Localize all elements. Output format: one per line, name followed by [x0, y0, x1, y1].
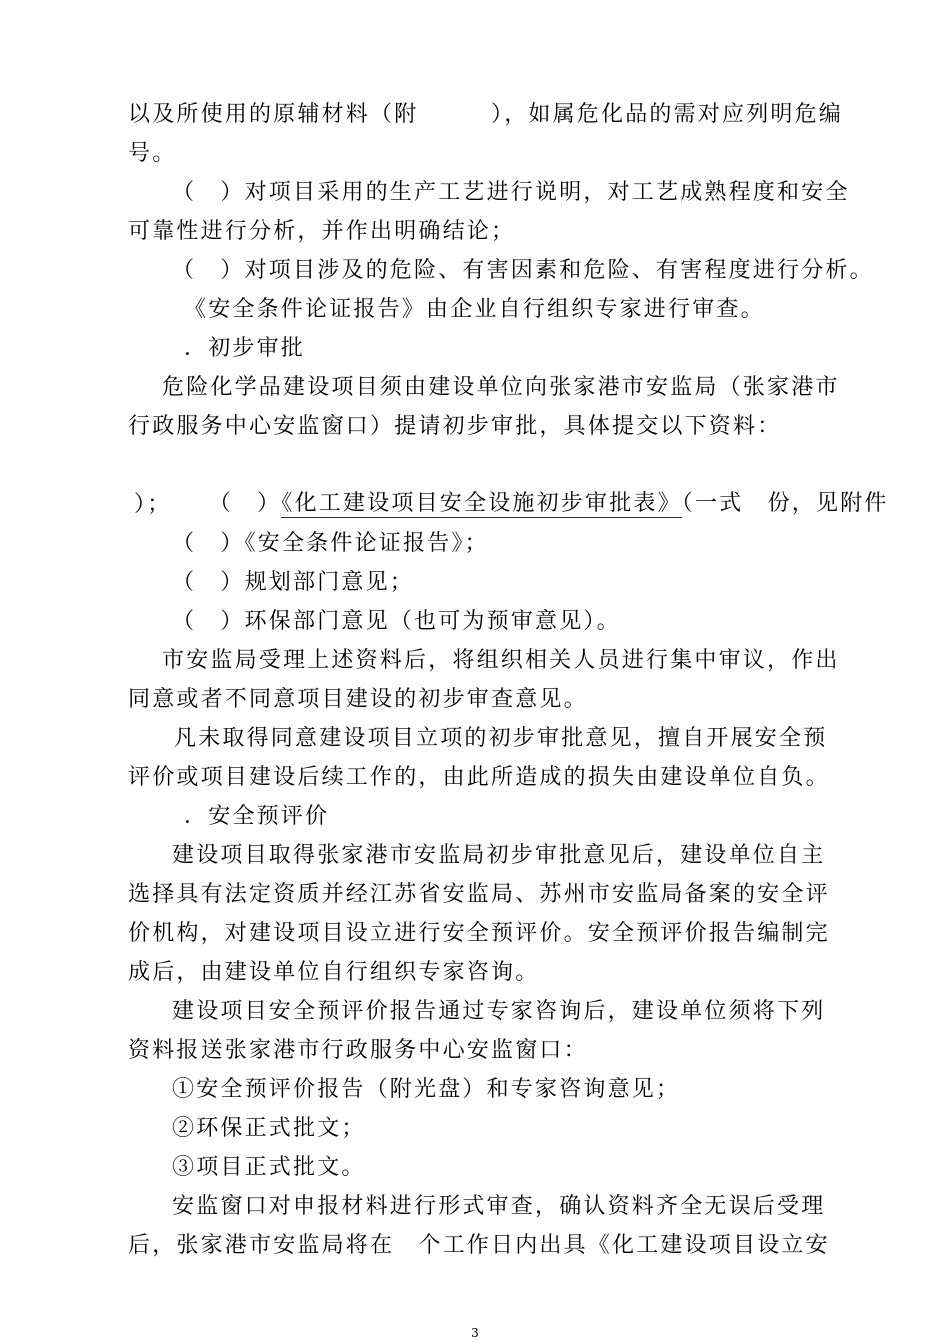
text-line: 选择具有法定资质并经江苏省安监局、苏州市安监局备案的安全评 [128, 882, 830, 907]
list-item: （ ）《安全条件论证报告》； [172, 531, 489, 556]
text-line: 号。 [128, 141, 177, 166]
list-item: （ ）环保部门意见（也可为预审意见）。 [172, 609, 621, 634]
item-marker: （ ） [208, 491, 282, 516]
text-line: 行政服务中心安监窗口）提请初步审批，具体提交以下资料： [128, 414, 782, 439]
text-line: 同意或者不同意项目建设的初步审查意见。 [128, 687, 588, 712]
text-line: ）； [134, 492, 172, 517]
text-line: 危险化学品建设项目须由建设单位向张家港市安监局（张家港市 [162, 375, 840, 400]
list-item: （ ）规划部门意见； [172, 570, 415, 595]
text-line: 以及所使用的原辅材料（附 ），如属危化品的需对应列明危编 [128, 102, 844, 127]
text-line: 建设项目安全预评价报告通过专家咨询后，建设单位须将下列 [172, 999, 826, 1024]
item-suffix: （一式 份，见附件 [681, 491, 889, 516]
text-line: 市安监局受理上述资料后，将组织相关人员进行集中审议，作出 [162, 648, 840, 673]
text-line: 可靠性进行分析，并作出明确结论； [128, 219, 516, 244]
text-line: 凡未取得同意建设项目立项的初步审批意见，擅自开展安全预 [174, 726, 828, 751]
section-heading: ．安全预评价 [184, 804, 330, 829]
list-item: ③项目正式批文。 [172, 1155, 366, 1180]
text-line: 《安全条件论证报告》由企业自行组织专家进行审查。 [184, 297, 765, 322]
section-heading: ．初步审批 [184, 336, 306, 361]
list-item: ①安全预评价报告（附光盘）和专家咨询意见； [172, 1077, 681, 1102]
text-line: 后，张家港市安监局将在 个工作日内出具《化工建设项目设立安 [128, 1233, 830, 1258]
approval-form-link[interactable]: 《化工建设项目安全设施初步审批表》 [281, 491, 682, 516]
text-line: （ ）对项目涉及的危险、有害因素和危险、有害程度进行分析。 [172, 258, 874, 283]
page-number: 3 [471, 1326, 479, 1340]
list-item: ②环保正式批文； [172, 1116, 366, 1141]
text-line: 成后，由建设单位自行组织专家咨询。 [128, 960, 540, 985]
text-line: 价机构，对建设项目设立进行安全预评价。安全预评价报告编制完 [128, 921, 830, 946]
text-line [172, 447, 889, 516]
text-line: 资料报送张家港市行政服务中心安监窗口： [128, 1038, 588, 1063]
text-line: 评价或项目建设后续工作的，由此所造成的损失由建设单位自负。 [128, 765, 830, 790]
text-line: （ ）对项目采用的生产工艺进行说明，对工艺成熟程度和安全 [172, 180, 850, 205]
text-line: 建设项目取得张家港市安监局初步审批意见后，建设单位自主 [172, 843, 826, 868]
text-line: 安监窗口对申报材料进行形式审查，确认资料齐全无误后受理 [172, 1194, 826, 1219]
